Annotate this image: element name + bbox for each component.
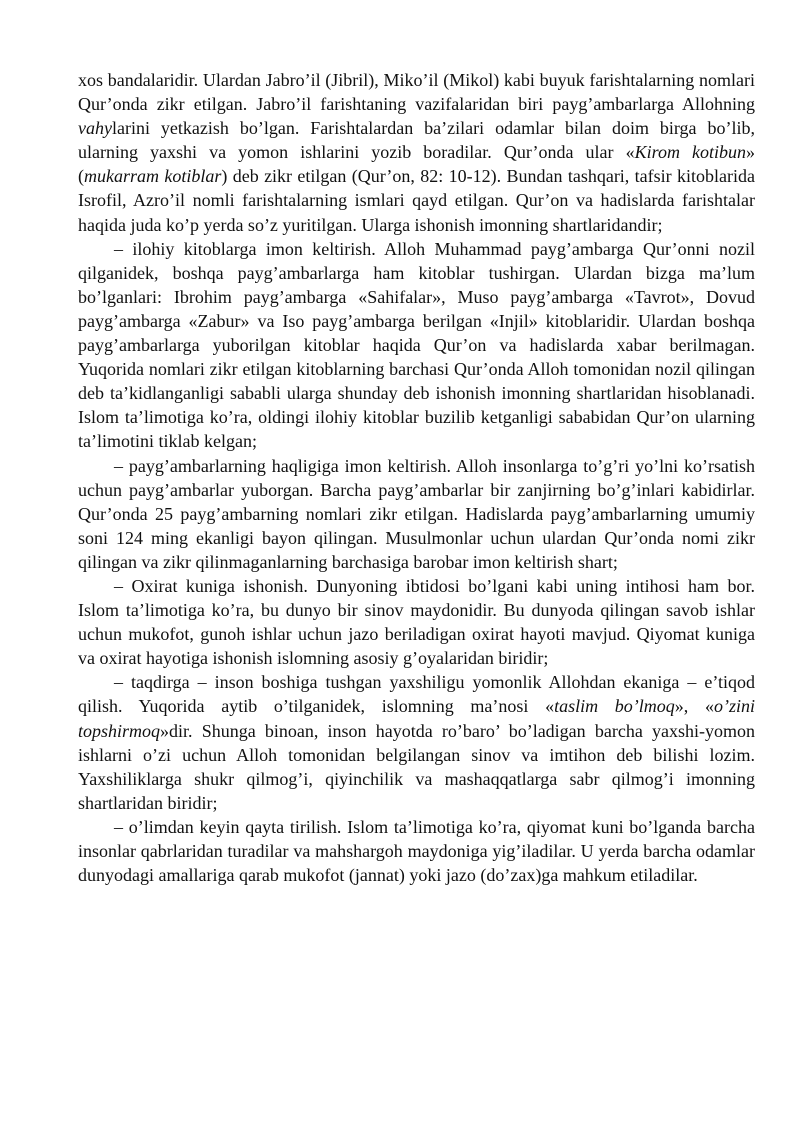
text-run: »dir. Shunga binoan, inson hayotda ro’baro’ bo’ladigan barcha yaxshi-yomon ishlarni o’zi uchun Alloh tomonidan belgilangan sinov va imtihon deb bilishi lozim. Yaxshiliklarga shukr qilmog’i, qiyinchilik va mashaqqatlarga sabr qilmog’i imonning shartlaridan biridir; xyxy=(78,720,755,813)
text-run: xos bandalaridir. Ulardan Jabro’il (Jibril), Miko’il (Mikol) kabi buyuk farishtalarning nomlari Qur’onda zikr etilgan. Jabro’il farishtaning vazifalaridan biri payg’ambarlarga Allohning xyxy=(78,70,755,115)
italic-term-vahy: vahy xyxy=(78,118,112,139)
text-run: », « xyxy=(674,696,714,717)
italic-term-kirom-kotibun: Kirom kotibun xyxy=(634,142,746,163)
paragraph-divine-books: – ilohiy kitoblarga imon keltirish. Alloh Muhammad payg’ambarga Qur’onni nozil qilganidek, boshqa payg’ambarlarga ham kitoblar tushirgan. Ulardan bizga ma’lum bo’lganlari: Ibrohim payg’ambarga «Sahifalar», Muso payg’ambarga «Tavrot», Dovud payg’ambarga «Zabur» va Iso payg’ambarga berilgan «Injil» kitoblaridir. Ulardan boshqa payg’ambarlarga yuborilgan kitoblar haqida Qur’on va hadislarda xabar berilmagan. Yuqorida nomlari zikr etilgan kitoblarning barchasi Qur’onda Alloh tomonidan nozil qilingan deb ta’kidlanganligi sababli ularga shunday deb ishonish imonning shartlaridan hisoblanadi. Islom ta’limotiga ko’ra, oldingi ilohiy kitoblar buzilib ketganligi sababidan Qur’on ularning ta’limotini tiklab kelgan; xyxy=(78,238,755,452)
italic-term-ozini-topshirmoq: o’zini topshirmoq xyxy=(78,696,755,741)
text-run: ) deb zikr etilgan (Qur’on, 82: 10-12). Bundan tashqari, tafsir kitoblarida Isrofil, Azro’il nomli farishtalarning ismlari qayd etilgan. Qur’on va hadislarda farishtalar haqida juda ko’p yerda so’z yuritilgan. Ularga ishonish imonning shartlaridandir; xyxy=(78,166,755,235)
italic-term-mukarram-kotiblar: mukarram kotiblar xyxy=(84,166,222,187)
paragraph-prophets: – payg’ambarlarning haqligiga imon keltirish. Alloh insonlarga to’g’ri yo’lni ko’rsatish uchun payg’ambarlar yuborgan. Barcha payg’ambarlar bir zanjirning bo’g’inlari kabidirlar. Qur’onda 25 payg’ambarning nomlari zikr etilgan. Hadislarda payg’ambarlarning umumiy soni 124 ming ekanligi bayon qilingan. Musulmonlar uchun ulardan Qur’onda nomi zikr qilingan va zikr qilinmaganlarning barchasiga barobar imon keltirish shart; xyxy=(78,455,755,572)
document-page xyxy=(78,68,755,887)
paragraph-resurrection: – o’limdan keyin qayta tirilish. Islom ta’limotiga ko’ra, qiyomat kuni bo’lganda barcha insonlar qabrlaridan turadilar va mahshargoh maydoniga yig’iladilar. U yerda barcha odamlar dunyodagi amallariga qarab mukofot (jannat) yoki jazo (do’zax)ga mahkum etiladilar. xyxy=(78,816,755,886)
paragraph-destiny xyxy=(78,670,755,815)
italic-term-taslim: taslim bo’lmoq xyxy=(554,696,675,717)
paragraph-angels xyxy=(78,68,755,237)
text-run: larini yetkazish bo’lgan. Farishtalardan ba’zilari odamlar bilan doim birga bo’lib, ularning yaxshi va yomon ishlarini yozib boradilar. Qur’onda ular « xyxy=(78,118,755,163)
text-run: – taqdirga – inson boshiga tushgan yaxshiligu yomonlik Allohdan ekaniga – e’tiqod qilish. Yuqorida aytib o’tilganidek, islomning ma’nosi « xyxy=(78,672,755,717)
text-run: » ( xyxy=(78,142,755,187)
paragraph-afterlife: – Oxirat kuniga ishonish. Dunyoning ibtidosi bo’lgani kabi uning intihosi ham bor. Islom ta’limotiga ko’ra, bu dunyo bir sinov maydonidir. Bu dunyoda qilingan savob ishlar uchun mukofot, gunoh ishlar uchun jazo beriladigan oxirat hayoti mavjud. Qiyomat kuniga va oxirat hayotiga ishonish islomning asosiy g’oyalaridan biridir; xyxy=(78,575,755,669)
